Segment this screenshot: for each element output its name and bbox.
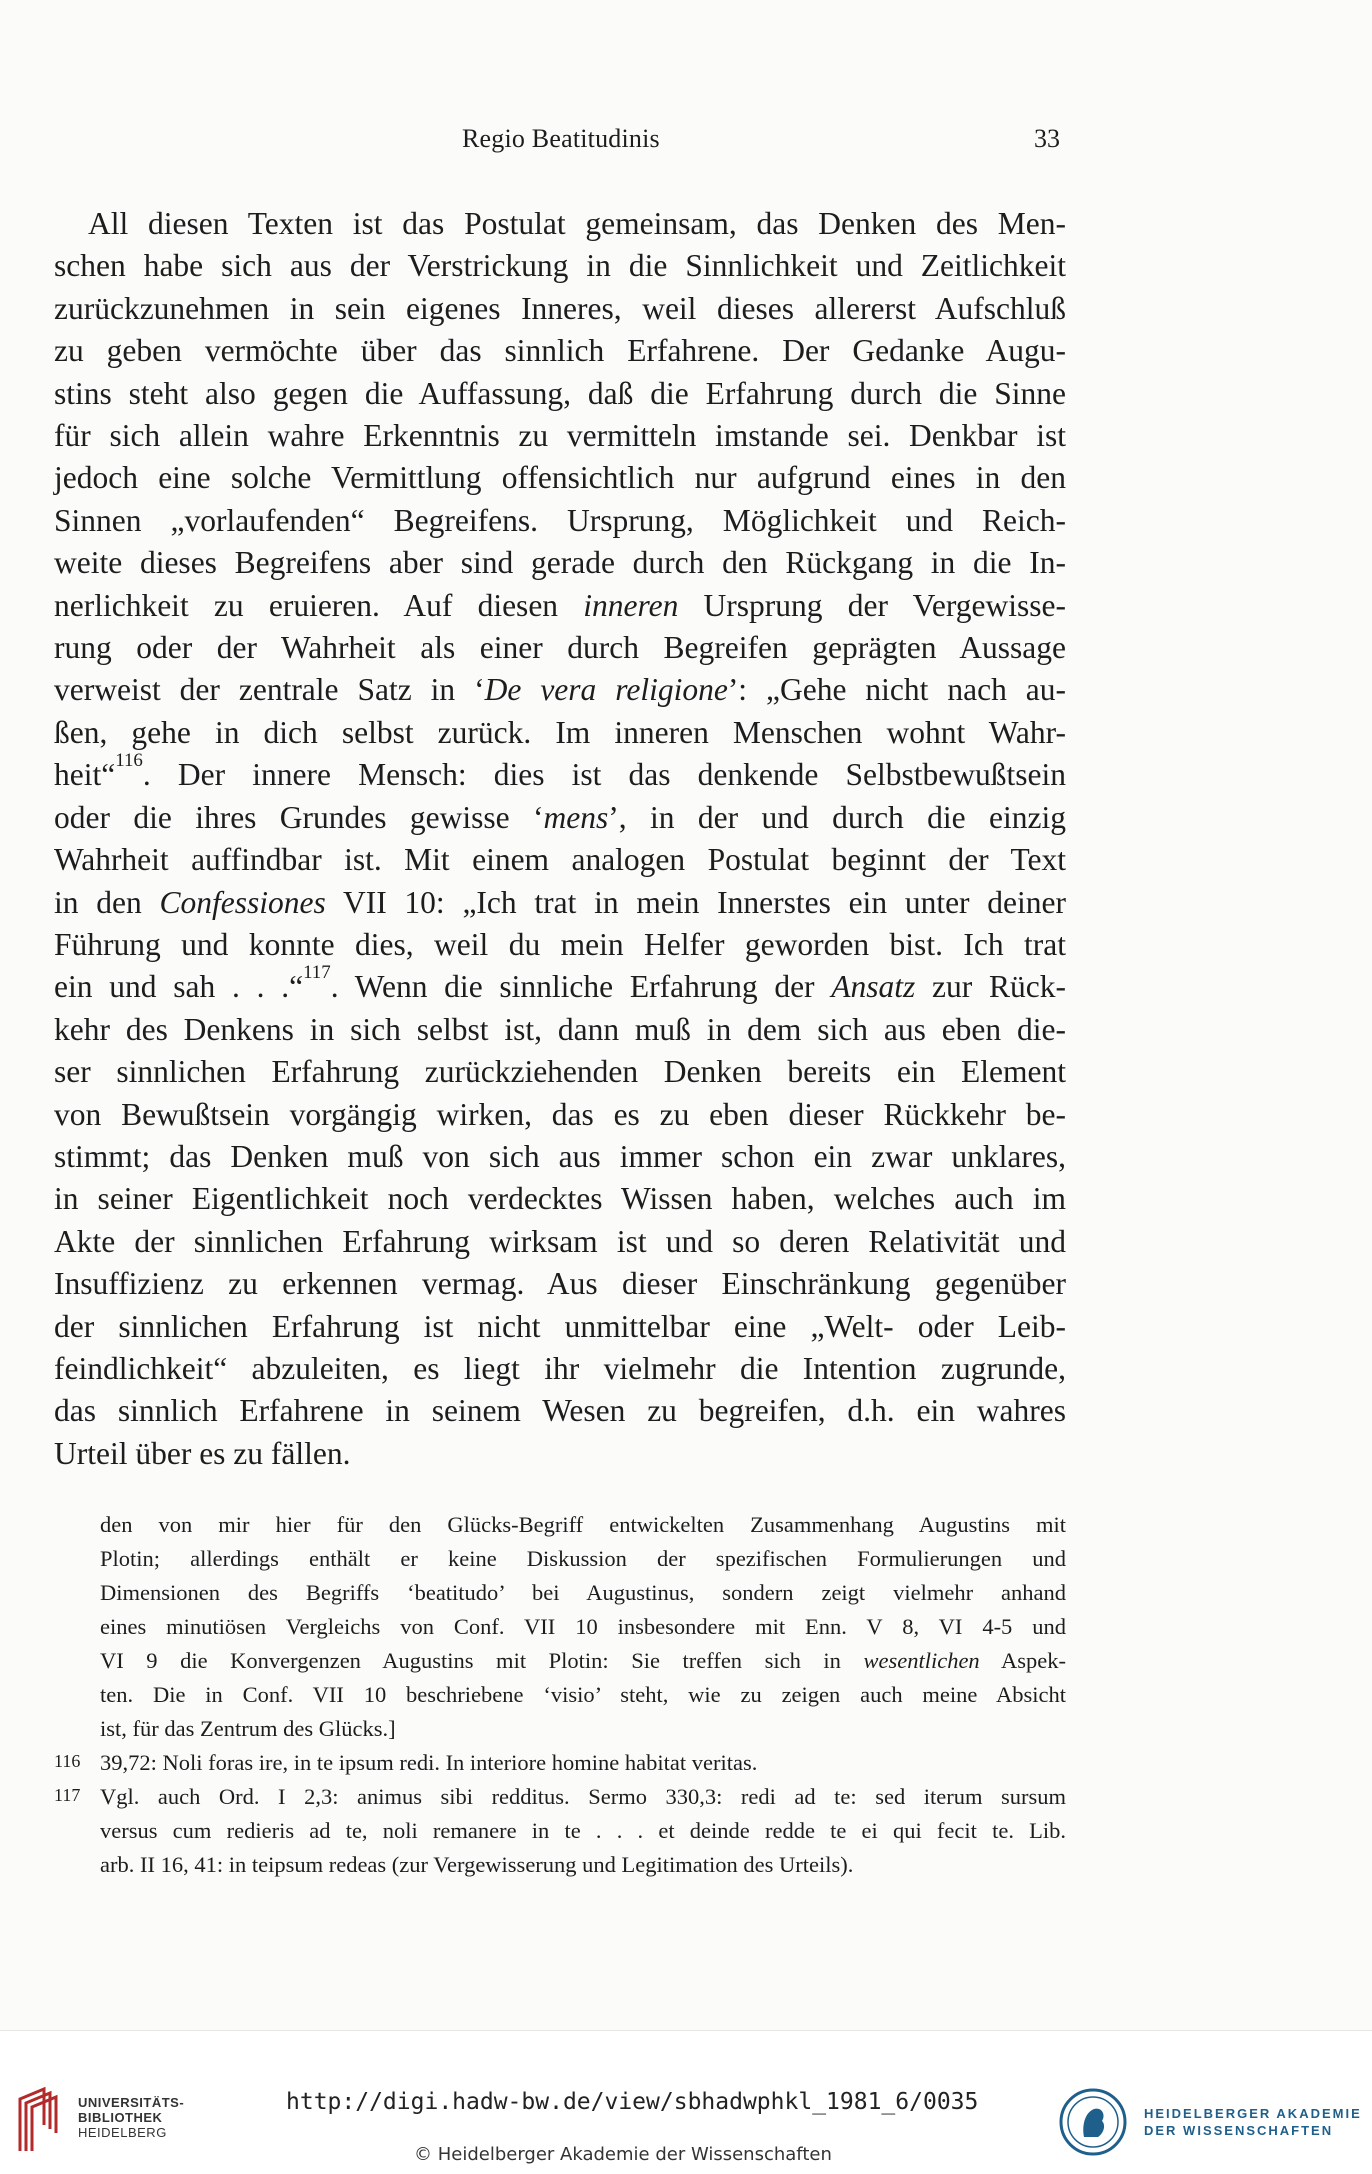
text-line: ßen, gehe in dich selbst zurück. Im inneren Menschen wohnt Wahr-	[54, 714, 1066, 750]
text-line: für sich allein wahre Erkenntnis zu vermitteln imstande sei. Denkbar ist	[54, 418, 1066, 454]
footnotes	[54, 1508, 1066, 1882]
text-line: in den Confessiones VII 10: „Ich trat in mein Innerstes ein unter deiner	[54, 884, 1066, 920]
footnote-line: VI 9 die Konvergenzen Augustins mit Plotin: Sie treffen sich in wesentlichen Aspek-	[100, 1648, 1066, 1673]
text-line: heit“$^{116}$. Der innere Mensch: dies ist das denkende Selbstbewußtsein	[54, 750, 1066, 793]
text-line: Insuffizienz zu erkennen vermag. Aus dieser Einschränkung gegenüber	[54, 1266, 1066, 1302]
footnote-line: Vgl. auch Ord. I 2,3: animus sibi redditus. Sermo 330,3: redi ad te: sed iterum sursum	[100, 1784, 1066, 1809]
page-number: 33	[1034, 124, 1060, 153]
text-line: All diesen Texten ist das Postulat gemeinsam, das Denken des Men-	[88, 206, 1066, 241]
text-line: Wahrheit auffindbar ist. Mit einem analogen Postulat beginnt der Text	[54, 842, 1066, 878]
body-paragraph	[54, 203, 1066, 1475]
emphasis: Ansatz	[831, 969, 916, 1005]
text-line: Führung und konnte dies, weil du mein Helfer geworden bist. Ich trat	[54, 926, 1066, 962]
footnote-line: 39,72: Noli foras ire, in te ipsum redi. In interiore homine habitat veritas.	[100, 1750, 758, 1775]
text-line: weite dieses Begreifens aber sind gerade durch den Rückgang in die In-	[54, 545, 1066, 581]
text-line: feindlichkeit“ abzuleiten, es liegt ihr vielmehr die Intention zugrunde,	[54, 1350, 1066, 1386]
work-title: Confessiones	[159, 884, 326, 920]
text-line: Akte der sinnlichen Erfahrung wirksam ist und so deren Relativität und	[54, 1223, 1066, 1259]
text-line: schen habe sich aus der Verstrickung in die Sinnlichkeit und Zeitlichkeit	[54, 248, 1066, 284]
text-line: stins steht also gegen die Auffassung, daß die Erfahrung durch die Sinne	[54, 375, 1066, 411]
work-title: De vera religione	[484, 672, 728, 708]
text-line: stimmt; das Denken muß von sich aus immer schon ein zwar unklares,	[54, 1138, 1066, 1174]
text-line: in seiner Eigentlichkeit noch verdecktes Wissen haben, welches auch im	[54, 1181, 1066, 1217]
text-line: Sinnen „vorlaufenden“ Begreifens. Ursprung, Möglichkeit und Reich-	[54, 502, 1066, 538]
text-line: jedoch eine solche Vermittlung offensichtlich nur aufgrund eines in den	[54, 460, 1066, 496]
text-line: ser sinnlichen Erfahrung zurückziehenden Denken bereits ein Element	[54, 1054, 1066, 1090]
permalink-url[interactable]: http://digi.hadw-bw.de/view/sbhadwphkl_1981_6/0035	[286, 2089, 979, 2115]
text-line: nerlichkeit zu eruieren. Auf diesen inneren Ursprung der Vergewisse-	[54, 587, 1066, 623]
footnote-ref-116[interactable]: 116	[115, 750, 143, 772]
academy-name: HEIDELBERGER AKADEMIE DER WISSENSCHAFTEN	[1144, 2106, 1362, 2138]
text-line: von Bewußtsein vorgängig wirken, das es zu eben dieser Rückkehr be-	[54, 1096, 1066, 1132]
text-line: ein und sah . . .“$^{117}$. Wenn die sinnliche Erfahrung der Ansatz zur Rück-	[54, 962, 1067, 1005]
footnote-ref-117[interactable]: 117	[303, 962, 331, 984]
text-line: der sinnlichen Erfahrung ist nicht unmittelbar eine „Welt- oder Leib-	[54, 1308, 1066, 1344]
academy-seal-icon[interactable]	[1058, 2087, 1128, 2157]
university-library-logo-icon[interactable]	[14, 2085, 62, 2155]
footnote-line: versus cum redieris ad te, noli remanere in te . . . et deinde redde te ei qui fecit te. Lib.	[100, 1818, 1066, 1843]
footnote-line: den von mir hier für den Glücks-Begriff entwickelten Zusammenhang Augustins mit	[100, 1512, 1066, 1537]
footnote-116	[54, 1746, 1066, 1780]
footnote-continuation	[100, 1508, 1066, 1746]
footnote-line: eines minutiösen Vergleichs von Conf. VII 10 insbesondere mit Enn. V 8, VI 4-5 und	[100, 1614, 1066, 1639]
text-line: zurückzunehmen in sein eigenes Inneres, weil dieses allererst Aufschluß	[54, 290, 1066, 326]
emphasis: mens	[543, 799, 609, 835]
text-line: Urteil über es zu fällen.	[54, 1435, 351, 1471]
emphasis: wesentlichen	[863, 1648, 980, 1673]
footnote-line: Dimensionen des Begriffs ‘beatitudo’ bei Augustinus, sondern zeigt vielmehr anhand	[100, 1580, 1066, 1605]
text-line: verweist der zentrale Satz in ‘De vera religione’: „Gehe nicht nach au-	[54, 672, 1066, 708]
footnote-line: arb. II 16, 41: in teipsum redeas (zur Vergewisserung und Legitimation des Urteils).	[100, 1852, 854, 1877]
university-library-name: UNIVERSITÄTS- BIBLIOTHEK HEIDELBERG	[78, 2095, 185, 2140]
text-line: rung oder der Wahrheit als einer durch Begreifen geprägten Aussage	[54, 630, 1066, 666]
text-line: zu geben vermöchte über das sinnlich Erfahrene. Der Gedanke Augu-	[54, 333, 1066, 369]
footnote-number: 116	[54, 1751, 81, 1771]
emphasis: inneren	[583, 587, 679, 623]
footnote-line: ist, für das Zentrum des Glücks.]	[100, 1716, 396, 1741]
footnote-line: Plotin; allerdings enthält er keine Diskussion der spezifischen Formulierungen und	[100, 1546, 1066, 1571]
footnote-number: 117	[54, 1785, 81, 1805]
copyright-notice: © Heidelberger Akademie der Wissenschaften	[414, 2144, 832, 2165]
running-title: Regio Beatitudinis	[462, 124, 660, 153]
text-line: oder die ihres Grundes gewisse ‘mens’, in der und durch die einzig	[54, 799, 1066, 835]
text-line: das sinnlich Erfahrene in seinem Wesen zu begreifen, d.h. ein wahres	[54, 1393, 1066, 1429]
viewer-footer	[0, 2030, 1372, 2174]
footnote-line: ten. Die in Conf. VII 10 beschriebene ‘visio’ steht, wie zu zeigen auch meine Absicht	[100, 1682, 1066, 1707]
footnote-117	[54, 1780, 1066, 1882]
text-line: kehr des Denkens in sich selbst ist, dann muß in dem sich aus eben die-	[54, 1011, 1066, 1047]
